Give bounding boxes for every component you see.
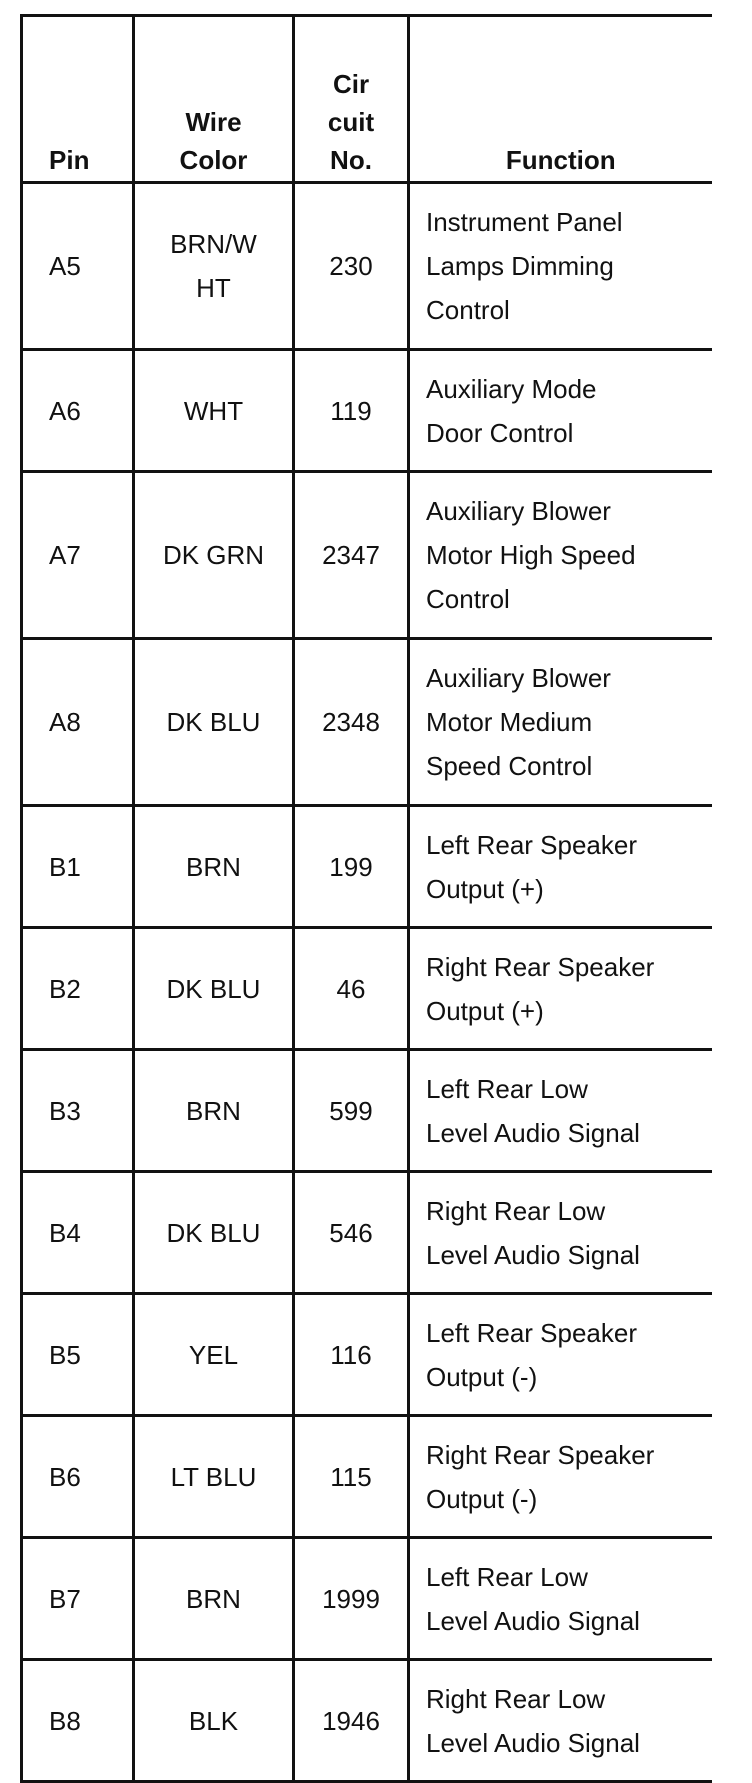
wire-color-cell: BRN	[134, 1538, 294, 1660]
wire-color-line: BRN/W	[170, 229, 257, 259]
function-line: Left Rear Low	[426, 1073, 588, 1104]
function-line: Level Audio Signal	[426, 1605, 640, 1636]
table-row	[22, 183, 712, 350]
function-line: Lamps Dimming	[426, 251, 614, 281]
function-line: Motor Medium	[426, 707, 593, 737]
circuit-cell: 1999	[294, 1538, 409, 1660]
function-line: Level Audio Signal	[426, 1239, 640, 1270]
table-body	[22, 183, 712, 1782]
wire-color-cell: DK BLU	[134, 1172, 294, 1294]
circuit-cell: 2348	[294, 639, 409, 806]
function-line: Control	[426, 295, 510, 325]
circuit-cell: 599	[294, 1050, 409, 1172]
wire-color-cell: DK GRN	[134, 472, 294, 639]
function-cell	[409, 472, 712, 639]
pinout-sheet	[20, 14, 710, 1758]
pin-cell: A5	[22, 183, 134, 350]
function-line: Output (-)	[426, 1361, 538, 1392]
table-row	[22, 1050, 712, 1172]
pin-cell: A6	[22, 350, 134, 472]
function-line: Speed Control	[426, 751, 593, 781]
header-circuit-line: cuit	[327, 107, 375, 137]
function-cell	[409, 1294, 712, 1416]
circuit-cell: 115	[294, 1416, 409, 1538]
function-line: Auxiliary Mode	[426, 373, 597, 404]
circuit-cell: 546	[294, 1172, 409, 1294]
function-line: Left Rear Low	[426, 1561, 588, 1592]
function-line: Level Audio Signal	[426, 1727, 640, 1758]
function-line: Door Control	[426, 417, 574, 448]
wire-color-cell: DK BLU	[134, 928, 294, 1050]
circuit-cell: 230	[294, 183, 409, 350]
pin-cell: B6	[22, 1416, 134, 1538]
function-cell	[409, 928, 712, 1050]
pin-cell: B5	[22, 1294, 134, 1416]
circuit-cell: 119	[294, 350, 409, 472]
header-wire-color	[134, 16, 294, 183]
pin-cell: A7	[22, 472, 134, 639]
function-line: Output (+)	[426, 995, 544, 1026]
table-row	[22, 472, 712, 639]
function-line: Auxiliary Blower	[426, 496, 611, 526]
table-row	[22, 928, 712, 1050]
wire-color-cell: WHT	[134, 350, 294, 472]
table-row	[22, 1660, 712, 1782]
table-header	[22, 16, 712, 183]
header-circuit-no	[294, 16, 409, 183]
function-cell	[409, 1416, 712, 1538]
header-wire-color-line: Color	[179, 145, 248, 175]
wire-color-cell	[134, 183, 294, 350]
function-cell	[409, 1172, 712, 1294]
circuit-cell: 2347	[294, 472, 409, 639]
function-line: Output (+)	[426, 873, 544, 904]
function-line: Output (-)	[426, 1483, 538, 1514]
wire-color-cell: LT BLU	[134, 1416, 294, 1538]
wire-color-cell: DK BLU	[134, 639, 294, 806]
wire-color-cell: BRN	[134, 806, 294, 928]
function-cell	[409, 1660, 712, 1782]
table-row	[22, 1294, 712, 1416]
pin-cell: B8	[22, 1660, 134, 1782]
function-cell	[409, 806, 712, 928]
header-circuit-line: No.	[330, 145, 372, 175]
pin-cell: B2	[22, 928, 134, 1050]
function-line: Right Rear Speaker	[426, 1439, 655, 1470]
function-cell	[409, 183, 712, 350]
table-row	[22, 1172, 712, 1294]
table-row	[22, 1416, 712, 1538]
pin-cell: B3	[22, 1050, 134, 1172]
function-cell	[409, 1050, 712, 1172]
pin-cell: B4	[22, 1172, 134, 1294]
function-line: Right Rear Low	[426, 1195, 606, 1226]
pin-cell: B7	[22, 1538, 134, 1660]
wire-color-cell: BLK	[134, 1660, 294, 1782]
function-line: Level Audio Signal	[426, 1117, 640, 1148]
function-line: Auxiliary Blower	[426, 663, 611, 693]
function-line: Right Rear Low	[426, 1683, 606, 1714]
function-line: Left Rear Speaker	[426, 1317, 638, 1348]
table-row	[22, 806, 712, 928]
connector-pinout-table	[20, 14, 712, 1783]
circuit-cell: 116	[294, 1294, 409, 1416]
wire-color-cell: YEL	[134, 1294, 294, 1416]
function-cell	[409, 350, 712, 472]
header-function: Function	[409, 16, 712, 183]
wire-color-cell: BRN	[134, 1050, 294, 1172]
header-row	[22, 16, 712, 183]
header-circuit-line: Cir	[332, 69, 370, 99]
function-line: Left Rear Speaker	[426, 829, 638, 860]
table-row	[22, 639, 712, 806]
function-line: Motor High Speed	[426, 540, 636, 570]
header-wire-color-line: Wire	[185, 107, 242, 137]
table-row	[22, 350, 712, 472]
pin-cell: B1	[22, 806, 134, 928]
pin-cell: A8	[22, 639, 134, 806]
function-line: Instrument Panel	[426, 207, 623, 237]
function-cell	[409, 1538, 712, 1660]
function-cell	[409, 639, 712, 806]
header-pin: Pin	[22, 16, 134, 183]
table-row	[22, 1538, 712, 1660]
circuit-cell: 1946	[294, 1660, 409, 1782]
wire-color-line: HT	[196, 273, 231, 303]
function-line: Right Rear Speaker	[426, 951, 655, 982]
circuit-cell: 199	[294, 806, 409, 928]
function-line: Control	[426, 584, 510, 614]
circuit-cell: 46	[294, 928, 409, 1050]
